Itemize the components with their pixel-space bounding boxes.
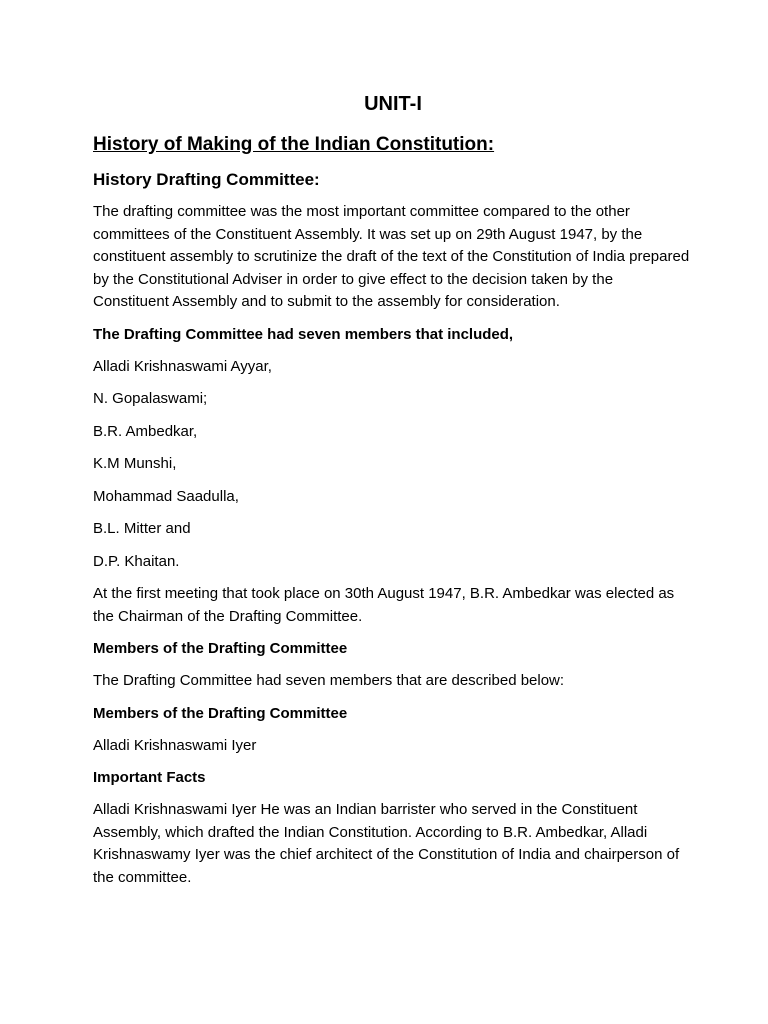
main-heading: History of Making of the Indian Constitution: — [93, 134, 495, 155]
list-item: D.P. Khaitan. — [93, 552, 180, 570]
member-name: Alladi Krishnaswami Iyer — [93, 736, 257, 754]
intro-paragraph: The drafting committee was the most important committee compared to the other committees of the Constituent Assembly. It was set up on 29th August 1947, by the constituent assembly to scrutinize the draft of the text of the Constitution of India prepared by the Constitutional Adviser in order to give effect to the decision taken by the Constituent Assembly and to submit to the assembly for consideration. — [93, 203, 690, 310]
list-item: N. Gopalaswami; — [93, 390, 208, 407]
list-item: Mohammad Saadulla, — [93, 487, 239, 505]
first-meeting-paragraph: At the first meeting that took place on 30th August 1947, B.R. Ambedkar was elected as the Chairman of the Drafting Committee. — [93, 585, 675, 625]
important-facts-heading: Important Facts — [93, 769, 206, 786]
members-intro: The Drafting Committee had seven members that included, — [93, 325, 514, 343]
sub-heading: History Drafting Committee: — [93, 170, 320, 189]
unit-title: UNIT-I — [364, 93, 422, 115]
list-item: K.M Munshi, — [93, 455, 177, 472]
list-item: Alladi Krishnaswami Ayyar, — [93, 357, 272, 375]
members-heading: Members of the Drafting Committee — [93, 640, 348, 657]
member-list — [93, 356, 693, 573]
list-item: B.R. Ambedkar, — [93, 422, 198, 440]
members-described: The Drafting Committee had seven members that are described below: — [93, 672, 565, 689]
list-item: B.L. Mitter and — [93, 520, 191, 537]
members-heading-secondary: Members of the Drafting Committee — [93, 704, 348, 722]
iyer-paragraph: Alladi Krishnaswami Iyer He was an Indian barrister who served in the Constituent Assembly, which drafted the Indian Constitution. According to B.R. Ambedkar, Alladi Krishnaswamy Iyer was the chief architect of the Constitution of India and chairperson of the committee. — [93, 801, 680, 886]
document-page — [93, 90, 693, 899]
